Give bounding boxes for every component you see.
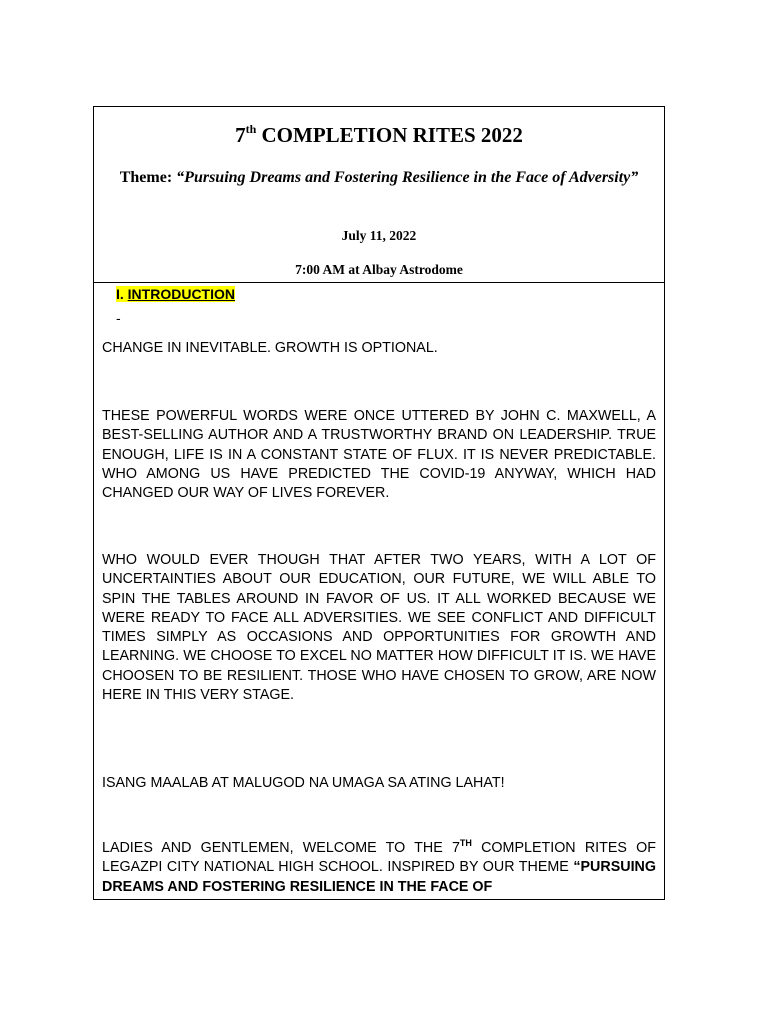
paragraph-4: ISANG MAALAB AT MALUGOD NA UMAGA SA ATING LAHAT! (102, 775, 505, 791)
paragraph-5 (102, 839, 656, 897)
theme-line (118, 167, 640, 189)
title-text: COMPLETION RITES 2022 (256, 123, 523, 147)
theme-label: Theme: (119, 169, 177, 186)
list-dash: - (116, 310, 121, 326)
header-cell (94, 107, 664, 283)
paragraph-5-part-b: COMPLETION RITES OF LEGAZPI CITY NATIONAL HIGH SCHOOL. INSPIRED BY OUR THEME (102, 840, 656, 876)
paragraph-5-theme: “PURSUING DREAMS AND FOSTERING RESILIENCE IN THE FACE OF (102, 859, 656, 895)
paragraph-3: WHO WOULD EVER THOUGH THAT AFTER TWO YEARS, WITH A LOT OF UNCERTAINTIES ABOUT OUR EDUCATION, OUR FUTURE, WE WILL ABLE TO SPIN THE TABLES AROUND IN FAVOR OF US. IT ALL WORKED BECAUSE WE WERE READY TO FACE ALL ADVERSITIES. WE SEE CONFLICT AND DIFFICULT TIMES SIMPLY AS OCCASIONS AND OPPORTUNITIES FOR GROWTH AND LEARNING. WE CHOOSE TO EXCEL NO MATTER HOW DIFFICULT IT IS. WE HAVE CHOOSEN TO BE RESILIENT. THOSE WHO HAVE CHOSEN TO GROW, ARE NOW HERE IN THIS VERY STAGE. (102, 552, 656, 704)
event-date: July 11, 2022 (341, 228, 417, 243)
event-time-venue: 7:00 AM at Albay Astrodome (295, 262, 463, 277)
title-ordinal: th (245, 122, 257, 136)
program-table (93, 106, 665, 900)
page-title (94, 123, 664, 148)
section-title: INTRODUCTION (127, 286, 235, 302)
paragraph-1: CHANGE IN INEVITABLE. GROWTH IS OPTIONAL. (102, 340, 438, 356)
paragraph-2: THESE POWERFUL WORDS WERE ONCE UTTERED BY JOHN C. MAXWELL, A BEST-SELLING AUTHOR AND A TRUSTWORTHY BRAND ON LEADERSHIP. TRUE ENOUGH, LIFE IS IN A CONSTANT STATE OF FLUX. IT IS NEVER PREDICTABLE. WHO AMONG US HAVE PREDICTED THE COVID-19 ANYWAY, WHICH HAD CHANGED OUR WAY OF LIVES FOREVER. (102, 408, 656, 502)
section-number: I. (116, 286, 124, 302)
paragraph-5-part-a: LADIES AND GENTLEMEN, WELCOME TO THE 7 (102, 840, 460, 856)
paragraph-5-ordinal: TH (459, 838, 472, 848)
title-number: 7 (235, 123, 246, 147)
theme-text: “Pursuing Dreams and Fostering Resilience in the Face of Adversity” (176, 169, 639, 186)
section-heading (116, 286, 235, 302)
